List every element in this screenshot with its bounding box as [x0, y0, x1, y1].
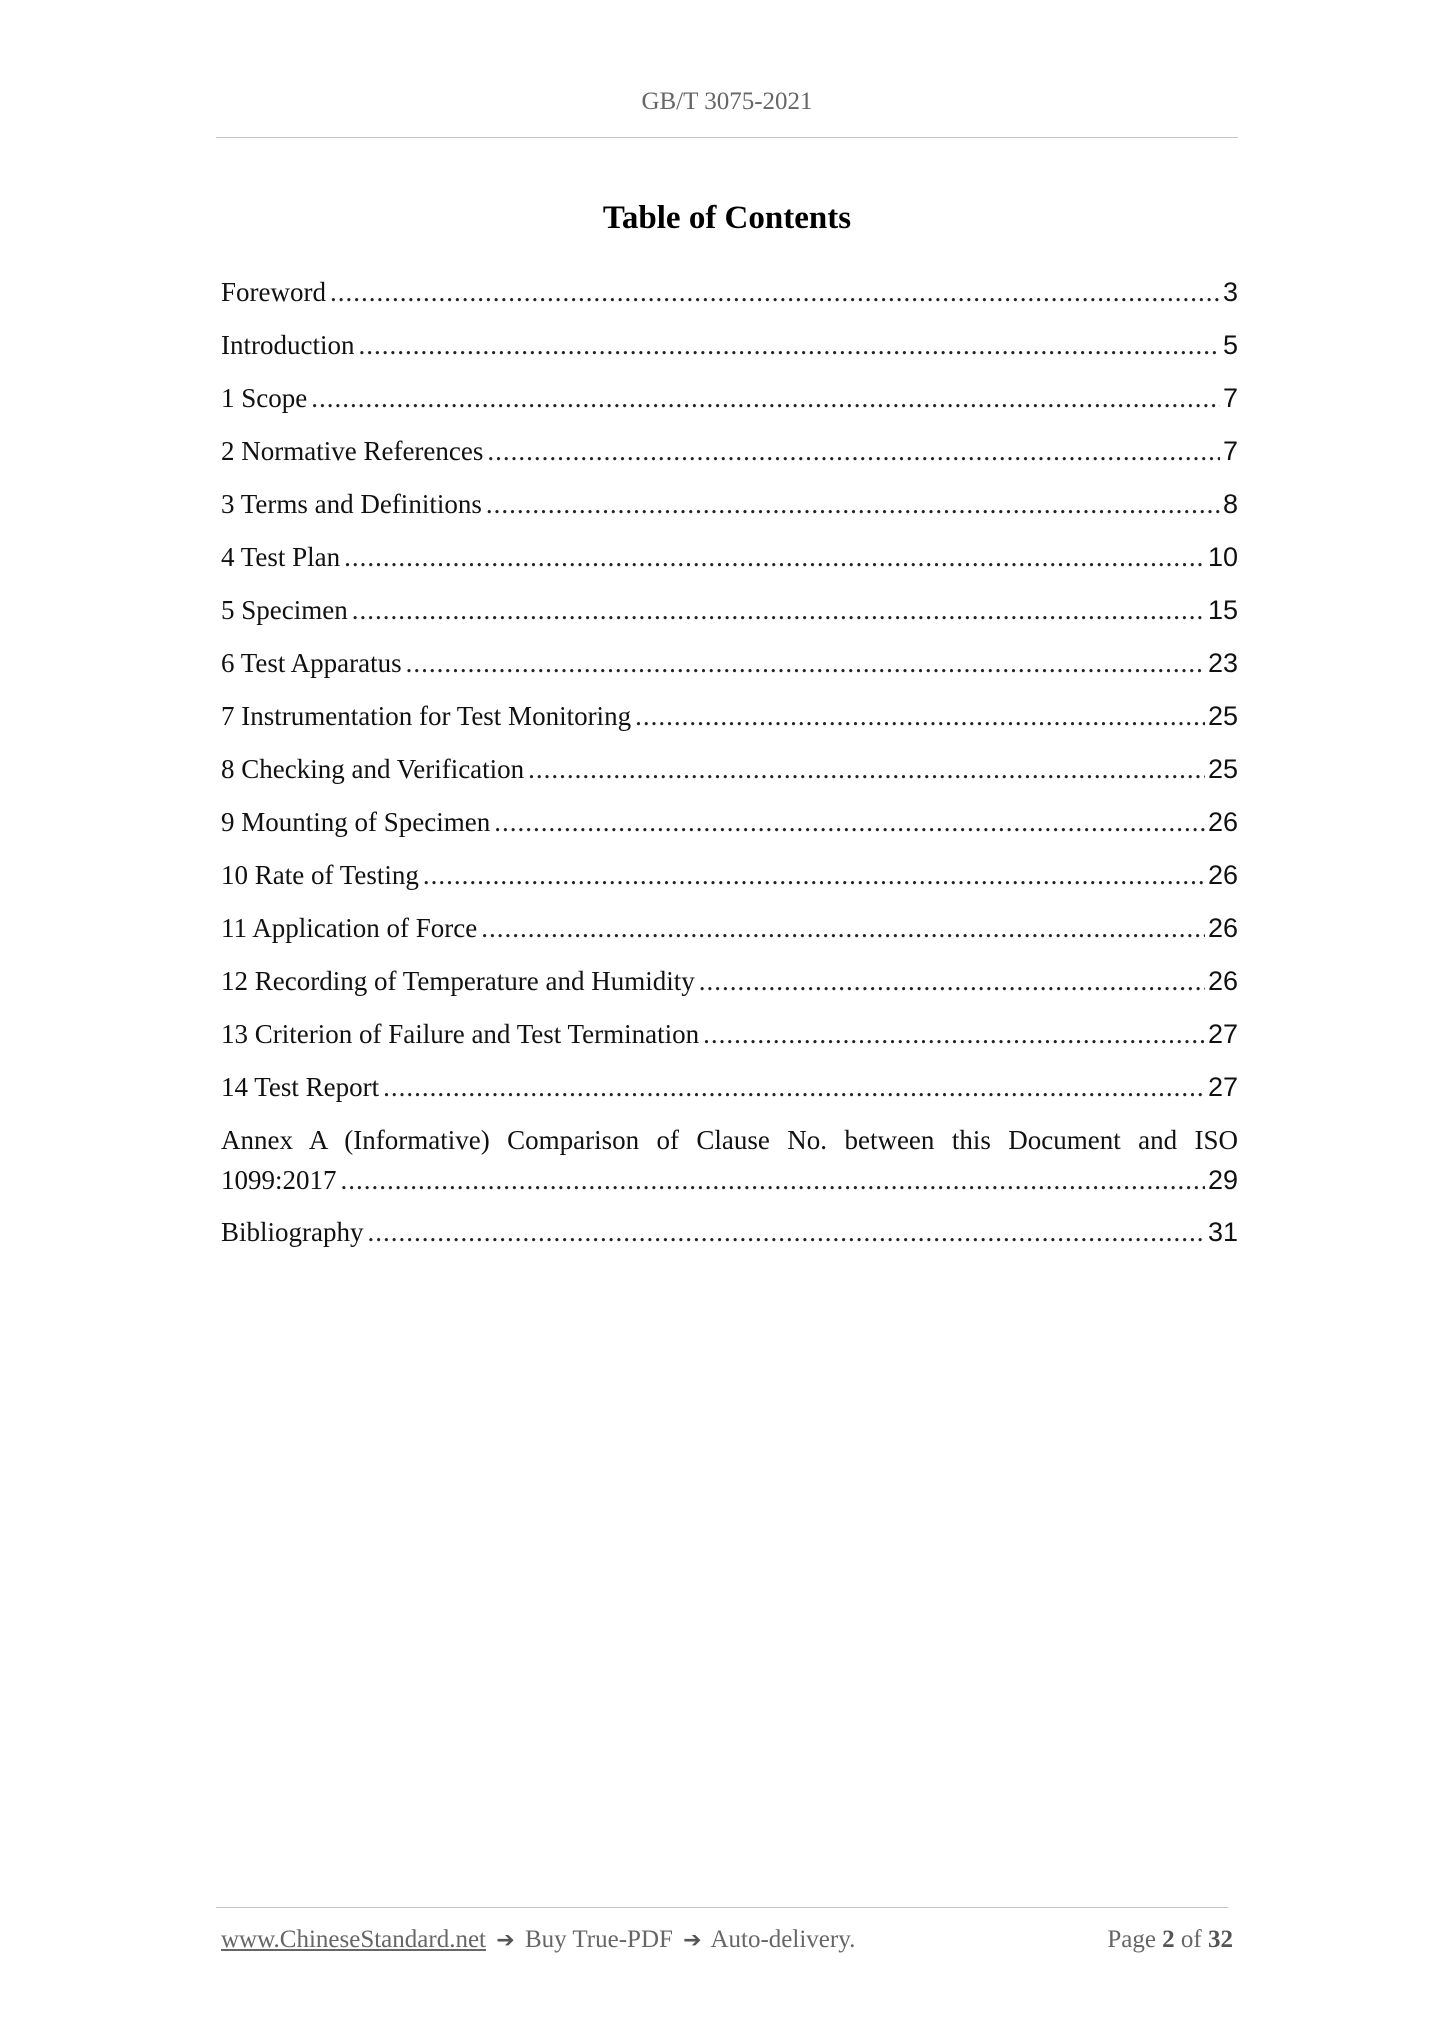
toc-leader-dots [344, 537, 1205, 577]
page-word: Page [1107, 1926, 1156, 1953]
toc-entry-test-report[interactable] [221, 1067, 1238, 1120]
toc-entry-mounting-specimen[interactable] [221, 802, 1238, 855]
toc-entry-instrumentation[interactable] [221, 696, 1238, 749]
page-footer [221, 1926, 1233, 1966]
toc-entry-criterion-of-failure[interactable] [221, 1014, 1238, 1067]
toc-entry-label: 6 Test Apparatus [221, 648, 402, 678]
toc-page-number: 29 [1207, 1165, 1238, 1195]
toc-leader-dots [699, 961, 1205, 1001]
toc-leader-dots [383, 1067, 1205, 1107]
toc-entry-label: 9 Mounting of Specimen [221, 807, 491, 837]
toc-leader-dots [341, 1160, 1205, 1200]
toc-entry-label: 13 Criterion of Failure and Test Termination [221, 1019, 700, 1049]
toc-page-number: 3 [1222, 277, 1238, 307]
toc-page-number: 7 [1222, 436, 1238, 466]
toc-entry-label: 11 Application of Force [221, 913, 478, 943]
toc-entry-label: 8 Checking and Verification [221, 754, 525, 784]
toc-entry-label: 12 Recording of Temperature and Humidity [221, 966, 695, 996]
toc-page-number: 5 [1222, 330, 1238, 360]
toc-entry-bibliography[interactable] [221, 1212, 1238, 1265]
toc-entry-rate-of-testing[interactable] [221, 855, 1238, 908]
toc-leader-dots [528, 749, 1205, 789]
toc-page-number: 26 [1207, 913, 1238, 943]
arrow-right-icon: ➔ [683, 1928, 702, 1953]
toc-entry-label: 2 Normative References [221, 436, 484, 466]
toc-entry-specimen[interactable] [221, 590, 1238, 643]
toc-entry-label: Foreword [221, 277, 326, 307]
running-header: GB/T 3075-2021 [641, 88, 813, 115]
toc-leader-dots [486, 484, 1220, 524]
toc-leader-dots [368, 1212, 1205, 1252]
toc-leader-dots [635, 696, 1205, 736]
toc-entry-test-plan[interactable] [221, 537, 1238, 590]
arrow-right-icon: ➔ [496, 1928, 515, 1953]
toc-entry-checking-verification[interactable] [221, 749, 1238, 802]
page-counter [1107, 1926, 1233, 1954]
toc-entry-introduction[interactable] [221, 325, 1238, 378]
toc-page-number: 8 [1222, 489, 1238, 519]
toc-page-number: 25 [1207, 701, 1238, 731]
toc-entry-test-apparatus[interactable] [221, 643, 1238, 696]
toc-entry-normative-references[interactable] [221, 431, 1238, 484]
toc-title: Table of Contents [602, 200, 852, 236]
toc-leader-dots [406, 643, 1205, 683]
total-pages-number: 32 [1208, 1926, 1233, 1953]
toc-entry-label: 5 Specimen [221, 595, 348, 625]
toc-page-number: 15 [1207, 595, 1238, 625]
toc-leader-dots [311, 378, 1220, 418]
toc-entry-label: 7 Instrumentation for Test Monitoring [221, 701, 632, 731]
toc-entry-recording-temperature[interactable] [221, 961, 1238, 1014]
toc-entry-label: Annex A (Informative) Comparison of Clause No. between this Document and ISO [221, 1125, 1238, 1155]
toc-list [221, 272, 1238, 1265]
footer-promo [221, 1926, 855, 1954]
toc-leader-dots [487, 431, 1220, 471]
toc-leader-dots [423, 855, 1205, 895]
header-divider [216, 137, 1238, 138]
toc-leader-dots [494, 802, 1205, 842]
toc-page-number: 7 [1222, 383, 1238, 413]
auto-delivery-text: Auto-delivery. [710, 1926, 856, 1953]
toc-entry-label: 4 Test Plan [221, 542, 341, 572]
toc-entry-label: 1099:2017 [221, 1165, 337, 1195]
toc-page-number: 31 [1207, 1217, 1238, 1247]
toc-entry-label: 1 Scope [221, 383, 308, 413]
toc-entry-foreword[interactable] [221, 272, 1238, 325]
toc-entry-annex-a[interactable] [221, 1120, 1238, 1212]
toc-entry-scope[interactable] [221, 378, 1238, 431]
toc-leader-dots [358, 325, 1219, 365]
toc-leader-dots [703, 1014, 1205, 1054]
current-page-number: 2 [1162, 1926, 1175, 1953]
buy-pdf-text: Buy True-PDF [524, 1926, 673, 1953]
toc-entry-label: Bibliography [221, 1217, 364, 1247]
toc-entry-label: Introduction [221, 330, 355, 360]
toc-entry-label-continued [221, 1160, 1238, 1200]
footer-divider [216, 1907, 1228, 1908]
toc-entry-label: 3 Terms and Definitions [221, 489, 482, 519]
toc-entry-label: 10 Rate of Testing [221, 860, 419, 890]
toc-page-number: 25 [1207, 754, 1238, 784]
toc-page-number: 26 [1207, 966, 1238, 996]
toc-entry-label: 14 Test Report [221, 1072, 380, 1102]
toc-leader-dots [481, 908, 1205, 948]
toc-page-number: 23 [1207, 648, 1238, 678]
of-word: of [1180, 1926, 1202, 1953]
toc-page-number: 27 [1207, 1072, 1238, 1102]
toc-leader-dots [330, 272, 1220, 312]
toc-page-number: 10 [1207, 542, 1238, 572]
toc-page-number: 26 [1207, 807, 1238, 837]
website-link[interactable]: www.ChineseStandard.net [221, 1926, 486, 1953]
toc-entry-terms-definitions[interactable] [221, 484, 1238, 537]
toc-page-number: 26 [1207, 860, 1238, 890]
toc-page-number: 27 [1207, 1019, 1238, 1049]
toc-entry-application-of-force[interactable] [221, 908, 1238, 961]
toc-leader-dots [352, 590, 1205, 630]
